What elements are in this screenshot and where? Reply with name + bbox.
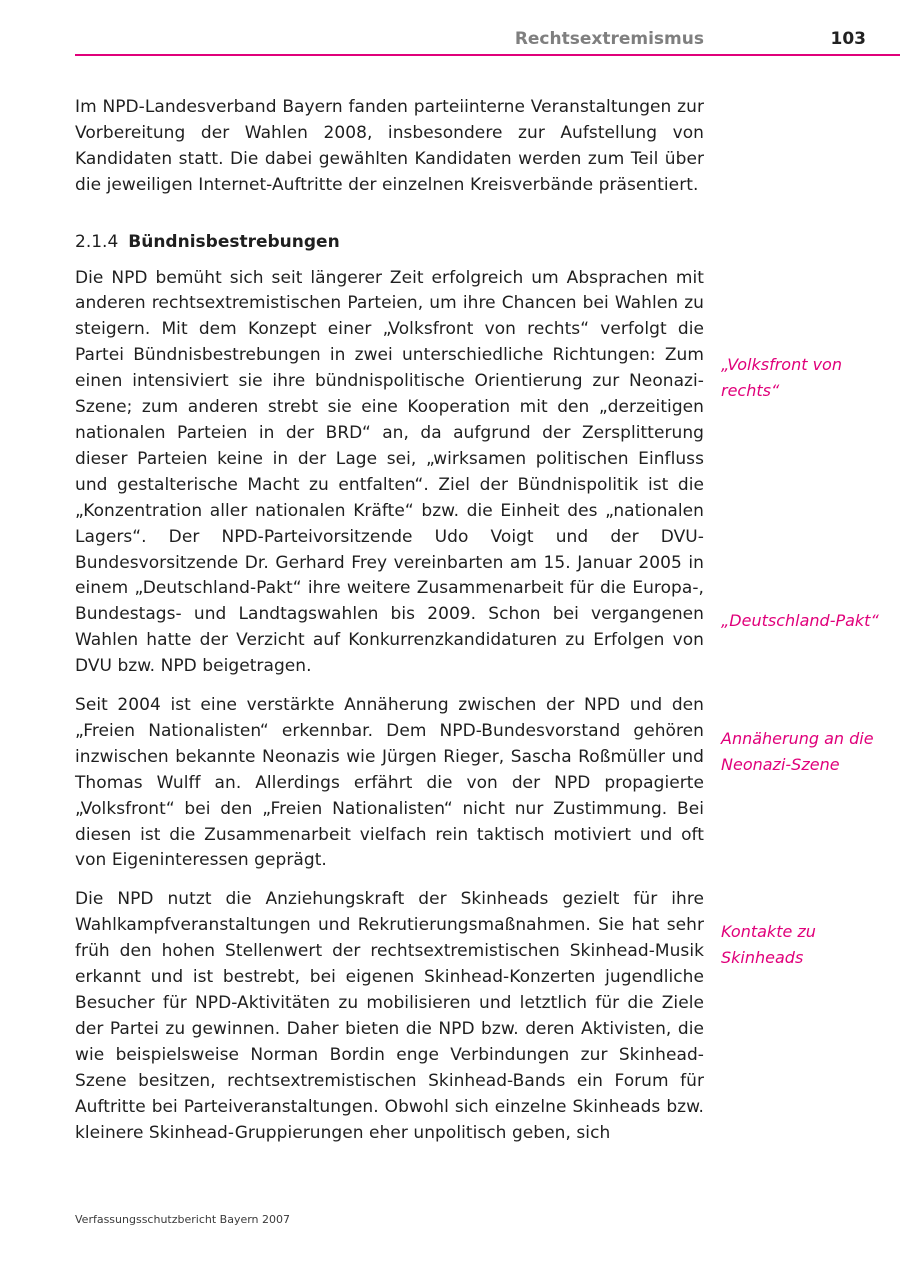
body-paragraph-volksfront: Die NPD bemüht sich seit längerer Zeit erfolgreich um Absprachen mit anderen rechtsextremistischen Parteien, um ihre Chancen bei Wahlen zu steigern. Mit dem Konzept einer „Volksfront von rechts“ verfolgt die Partei Bündnisbestrebungen in zwei unterschiedliche Richtungen: Zum einen intensiviert sie ihre bündnispolitische Orientierung zur Neonazi-Szene; zum anderen strebt sie eine Kooperation mit den „derzeitigen nationalen Parteien in der BRD“ an, da aufgrund der Zersplitterung dieser Parteien keine in der Lage sei, „wirksamen politischen Einfluss und gestalterische Macht zu entfalten“. Ziel der Bündnispolitik ist die „Konzentration aller nationalen Kräfte“ bzw. die Einheit des „nationalen Lagers“. Der NPD-Parteivorsitzende Udo Voigt und der DVU-Bundesvorsitzende Dr. Gerhard Frey vereinbarten am 15. Januar 2005 in einem „Deutschland-Pakt“ ihre weitere Zusammenarbeit für die Europa-, Bundestags- und Landtagswahlen bis 2009. Schon bei vergangenen Wahlen hatte der Verzicht auf Konkurrenzkandidaturen zu Erfolgen von DVU bzw. NPD beigetragen. — [75, 267, 704, 677]
header-rule — [75, 54, 900, 56]
intro-paragraph: Im NPD-Landesverband Bayern fanden parteiinterne Veranstaltungen zur Vorbereitung der Wahlen 2008, insbesondere zur Aufstellung von Kandidaten statt. Die dabei gewählten Kandidaten werden zum Teil über die jeweiligen Internet-Auftritte der einzelnen Kreisverbände präsentiert. — [75, 97, 704, 195]
margin-note-neonazi-szene: Annäherung an die Neonazi-Szene — [721, 729, 874, 774]
page-footer: Verfassungsschutzbericht Bayern 2007 — [75, 1213, 291, 1226]
section-heading — [75, 230, 704, 256]
margin-note-skinheads: Kontakte zu Skinheads — [721, 922, 816, 967]
section-title: Bündnisbestrebungen — [128, 231, 340, 252]
running-header-title: Rechtsextremismus — [514, 29, 704, 49]
margin-note-volksfront: „Volksfront von rechts“ — [721, 355, 842, 400]
body-paragraph-skinheads: Die NPD nutzt die Anziehungskraft der Skinheads gezielt für ihre Wahlkampfveranstaltungen und Rekrutierungsmaßnahmen. Sie hat sehr früh den hohen Stellenwert der rechtsextremistischen Skinhead-Musik erkannt und ist bestrebt, bei eigenen Skinhead-Konzerten jugendliche Besucher für NPD-Aktivitäten zu mobilisieren und letztlich für die Ziele der Partei zu gewinnen. Daher bieten die NPD bzw. deren Aktivisten, die wie beispielsweise Norman Bordin enge Verbindungen zur Skinhead-Szene besitzen, rechtsextremistischen Skinhead-Bands ein Forum für Auftritte bei Parteiveranstaltungen. Obwohl sich einzelne Skinheads bzw. kleinere Skinhead-Gruppierungen eher unpolitisch geben, sich — [75, 889, 704, 1143]
body-paragraph-neonazi: Seit 2004 ist eine verstärkte Annäherung zwischen der NPD und den „Freien Nationalisten“ erkennbar. Dem NPD-Bundesvorstand gehören inzwischen bekannte Neonazis wie Jürgen Rieger, Sascha Roßmüller und Thomas Wulff an. Allerdings erfährt die von der NPD propagierte „Volksfront“ bei den „Freien Nationalisten“ nicht nur Zustimmung. Bei diesen ist die Zusammenarbeit vielfach rein taktisch motiviert und oft von Eigeninteressen geprägt. — [75, 695, 704, 871]
section-number: 2.1.4 — [75, 231, 119, 252]
margin-note-deutschland-pakt: „Deutschland-Pakt“ — [721, 611, 879, 630]
page-number: 103 — [830, 29, 866, 49]
main-text-column — [75, 95, 704, 1146]
